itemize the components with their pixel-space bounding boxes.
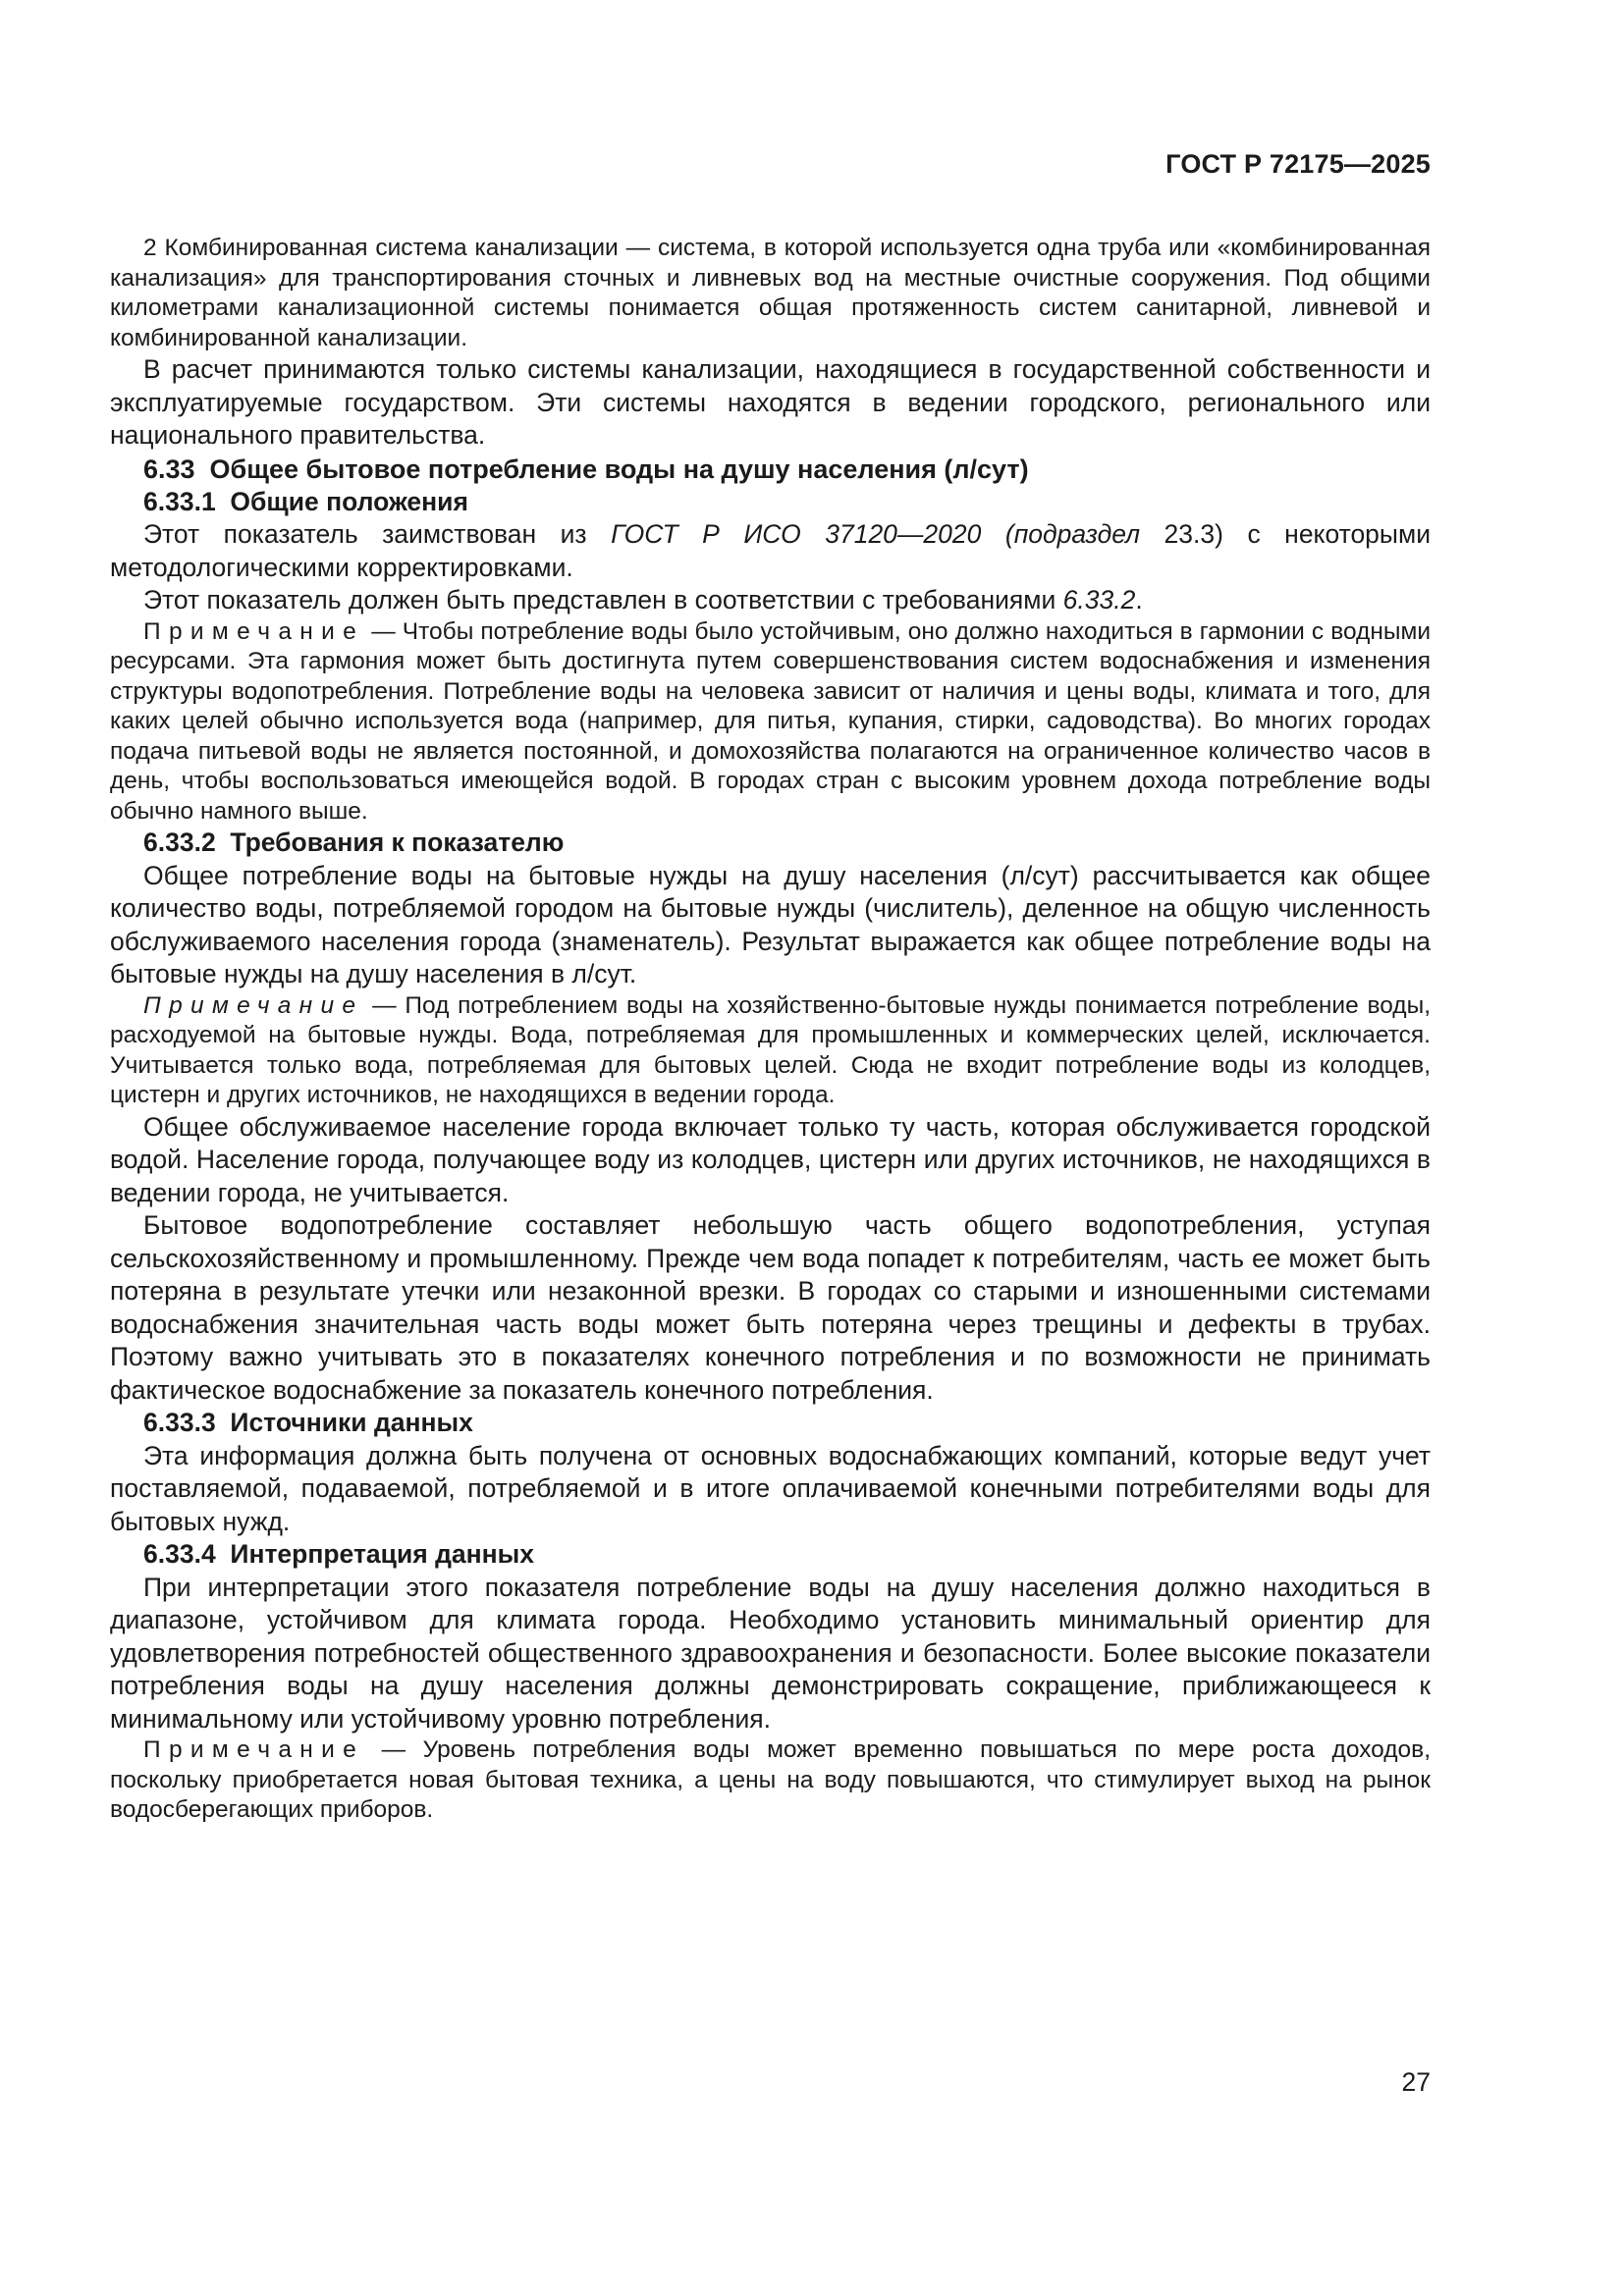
note-paragraph bbox=[110, 1735, 1431, 1826]
document-content bbox=[110, 234, 1431, 1826]
text-run: — Чтобы потребление воды было устойчивым, оно должно находиться в гармонии с водными ресурсами. Эта гармония может быть достигнута путем совершенствования систем водоснабжения и изменения структуры водопотребления. Потребление воды на человека зависит от наличия и цены воды, климата и того, для каких целей обычно используется вода (например, для питья, купания, стирки, садоводства). Во многих городах подача питьевой воды не является постоянной, и домохозяйства полагаются на ограниченное количество часов в день, чтобы воспользоваться имеющейся водой. В городах стран с высоким уровнем дохода потребление воды обычно намного выше. bbox=[110, 617, 1431, 825]
note-paragraph bbox=[110, 617, 1431, 828]
text-run: (подраздел bbox=[1004, 519, 1141, 549]
text-run: При интерпретации этого показателя потребление воды на душу населения должно находиться в диапазоне, устойчивом для климата города. Необходимо установить минимальный ориентир для удовлетворения потребностей общественного здравоохранения и безопасности. Более высокие показатели потребления воды на душу населения должны демонстрировать сокращение, приближающееся к минимальному или устойчивому уровню потребления. bbox=[110, 1572, 1431, 1734]
text-run: Эта информация должна быть получена от основных водоснабжающих компаний, которые ведут учет поставляемой, подаваемой, потребляемой и в итоге оплачиваемой конечными потребителями воды для бытовых нужд. bbox=[110, 1440, 1431, 1536]
text-run: 6.33.4 Интерпретация данных bbox=[143, 1539, 535, 1569]
text-run: 6.33.1 Общие положения bbox=[143, 486, 468, 516]
text-run: 6.33.2 bbox=[1062, 585, 1136, 614]
text-run: В расчет принимаются только системы канализации, находящиеся в государственной собственности и эксплуатируемые государством. Эти системы находятся в ведении городского, регионального или национального правительства. bbox=[110, 354, 1431, 450]
subsection-heading bbox=[110, 486, 1431, 519]
text-run: ГОСТ Р ИСО 37120—2020 bbox=[611, 519, 982, 549]
body-paragraph bbox=[110, 1111, 1431, 1210]
body-paragraph bbox=[110, 1440, 1431, 1539]
standard-number: ГОСТ Р 72175—2025 bbox=[1165, 149, 1431, 179]
subsection-heading bbox=[110, 827, 1431, 860]
page-footer bbox=[1402, 2067, 1431, 2098]
body-paragraph bbox=[110, 518, 1431, 584]
text-run: Примечание bbox=[143, 617, 365, 645]
text-run: Общее потребление воды на бытовые нужды на душу населения (л/сут) рассчитывается как общее количество воды, потребляемой городом на бытовые нужды (числитель), деленное на общую численность обслуживаемого населения города (знаменатель). Результат выражается как общее потребление воды на бытовые нужды на душу населения в л/сут. bbox=[110, 860, 1431, 988]
text-run: Этот показатель заимствован из bbox=[143, 519, 612, 549]
text-run: Этот показатель должен быть представлен в соответствии с требованиями bbox=[143, 585, 1063, 614]
body-paragraph bbox=[110, 353, 1431, 453]
text-run: — Под потреблением воды на хозяйственно-бытовые нужды понимается потребление воды, расходуемой на бытовые нужды. Вода, потребляемая для промышленных и коммерческих целей, исключается. Учитывается только вода, потребляемая для бытовых целей. Сюда не входит потребление воды из колодцев, цистерн и других источников, не находящихся в ведении города. bbox=[110, 991, 1431, 1108]
text-run: 6.33 Общее бытовое потребление воды на душу населения (л/сут) bbox=[143, 454, 1029, 484]
text-run: . bbox=[1135, 585, 1143, 614]
text-run: Бытовое водопотребление составляет небольшую часть общего водопотребления, уступая сельскохозяйственному и промышленному. Прежде чем вода попадет к потребителям, часть ее может быть потеряна в результате утечки или незаконной врезки. В городах со старыми и изношенными системами водоснабжения значительная часть воды может быть потеряна через трещины и дефекты в трубах. Поэтому важно учитывать это в показателях конечного потребления и по возможности не принимать фактическое водоснабжение за показатель конечного потребления. bbox=[110, 1210, 1431, 1405]
text-run: 6.33.2 Требования к показателю bbox=[143, 828, 565, 857]
subsection-heading bbox=[110, 1407, 1431, 1440]
text-run bbox=[981, 519, 1005, 549]
page-number: 27 bbox=[1401, 2067, 1431, 2097]
text-run: Примечание bbox=[143, 991, 364, 1019]
text-run: Примечание bbox=[143, 1736, 365, 1763]
text-run: 2 Комбинированная система канализации — система, в которой используется одна труба или «комбинированная канализация» для транспортирования сточных и ливневых вод на местные очистные сооружения. Под общими километрами канализационной системы понимается общая протяженность систем санитарной, ливневой и комбинированной канализации. bbox=[110, 235, 1431, 351]
note-paragraph bbox=[110, 234, 1431, 353]
body-paragraph bbox=[110, 860, 1431, 991]
body-paragraph bbox=[110, 1209, 1431, 1407]
section-heading bbox=[110, 453, 1431, 486]
text-run: Общее обслуживаемое население города включает только ту часть, которая обслуживается городской водой. Население города, получающее воду из колодцев, цистерн или других источников, не находящихся в ведении города, не учитывается. bbox=[110, 1111, 1431, 1207]
text-run: 6.33.3 Источники данных bbox=[143, 1408, 473, 1437]
subsection-heading bbox=[110, 1538, 1431, 1572]
text-run: — Уровень потребления воды может временно повышаться по мере роста доходов, поскольку приобретается новая бытовая техника, а цены на воду повышаются, что стимулирует выход на рынок водосберегающих приборов. bbox=[110, 1736, 1431, 1823]
note-paragraph bbox=[110, 991, 1431, 1111]
text-run: 23.3) с некоторыми методологическими корректировками. bbox=[110, 519, 1431, 582]
body-paragraph bbox=[110, 584, 1431, 617]
running-header bbox=[1165, 149, 1431, 180]
body-paragraph bbox=[110, 1572, 1431, 1736]
